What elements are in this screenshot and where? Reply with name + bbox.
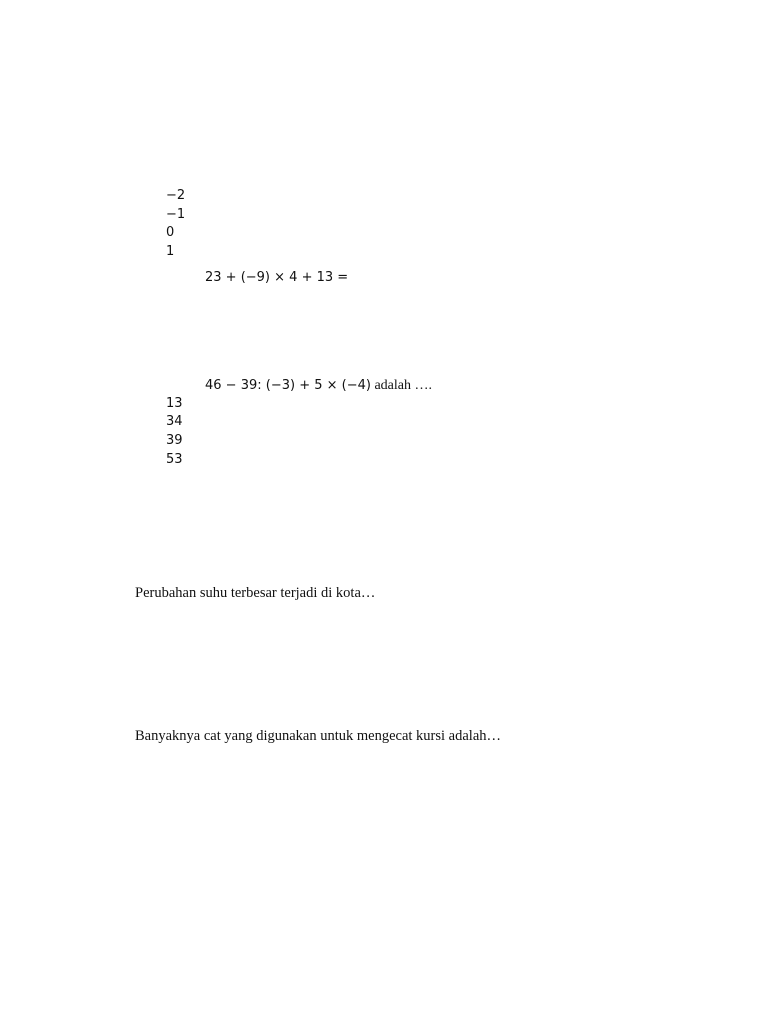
option-4: 53: [166, 452, 183, 467]
math-expression: 46 − 39: (−3) + 5 × (−4): [205, 378, 371, 393]
question-text: Banyaknya cat yang digunakan untuk mengecat kursi adalah…: [135, 728, 502, 744]
question-suffix: adalah ….: [370, 378, 432, 393]
question-text: Perubahan suhu terbesar terjadi di kota…: [135, 585, 376, 601]
math-question: [205, 377, 432, 395]
math-expression: 23 + (−9) × 4 + 13 =: [205, 270, 349, 285]
option-1: −2: [166, 188, 186, 203]
option-3: 39: [166, 433, 183, 448]
option-2: 34: [166, 414, 183, 429]
option-2: −1: [166, 207, 186, 222]
option-3: 0: [166, 225, 175, 240]
option-4: 1: [166, 244, 175, 259]
option-1: 13: [166, 396, 183, 411]
